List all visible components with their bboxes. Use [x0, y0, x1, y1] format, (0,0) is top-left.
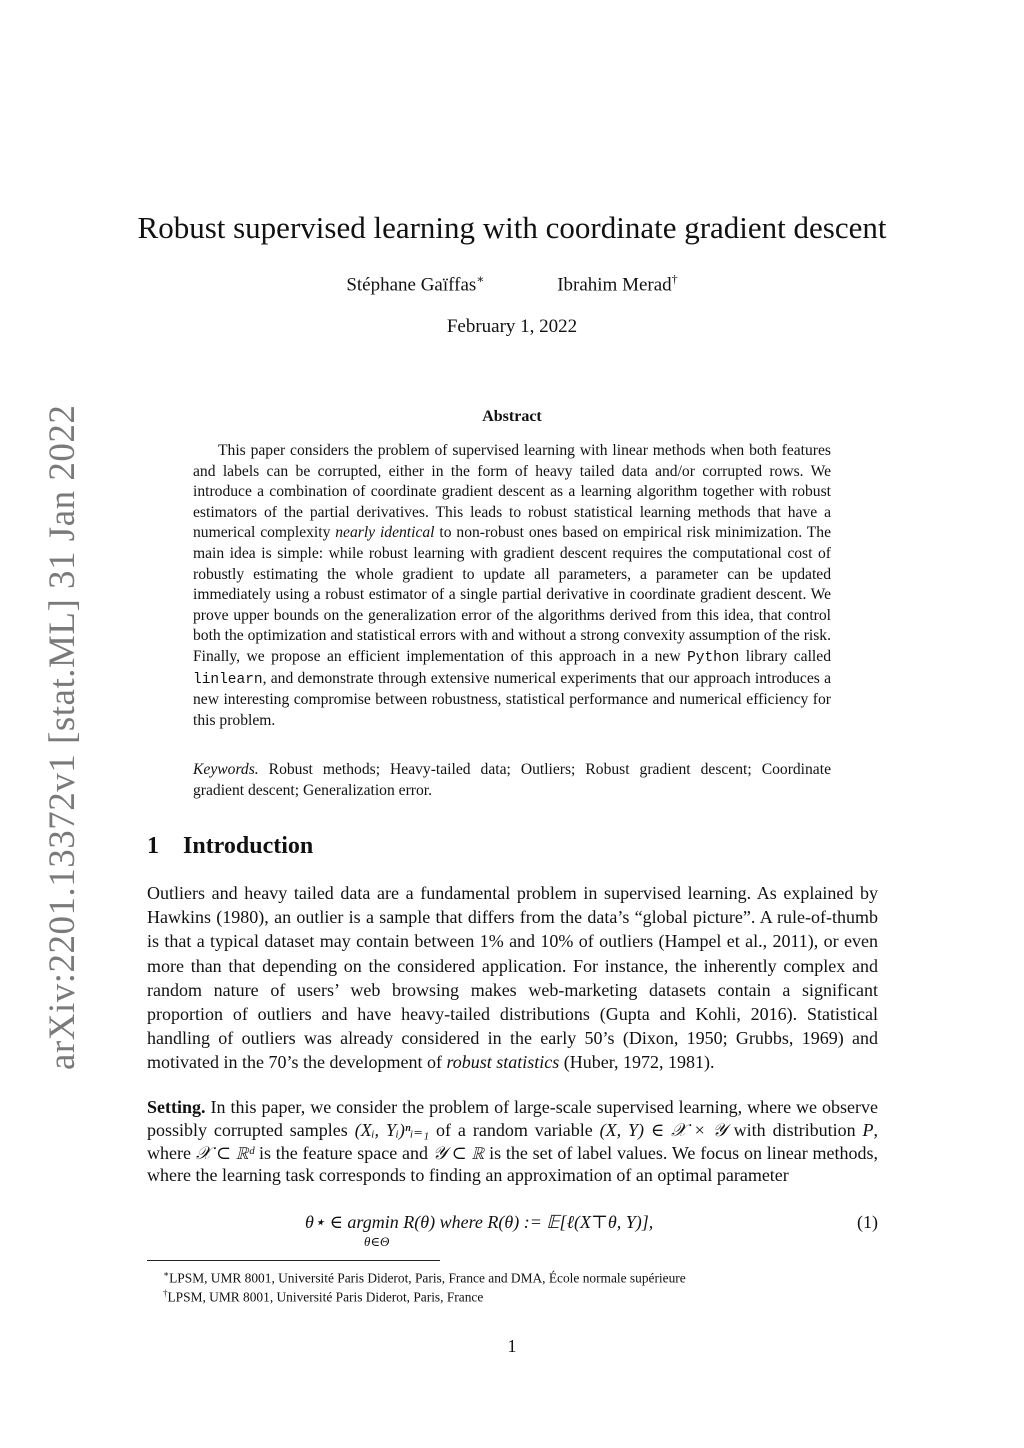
footnote-1 — [163, 1266, 686, 1286]
author-footnote-mark: ∗ — [476, 272, 485, 286]
author-name: Ibrahim Merad — [557, 274, 672, 296]
keywords — [193, 760, 831, 801]
setting-paragraph — [147, 1096, 878, 1187]
intro-emphasis: robust statistics — [446, 1052, 560, 1073]
section-number: 1 — [147, 833, 159, 859]
arxiv-side-identifier: arXiv:2201.13372v1 [stat.ML] 31 Jan 2022 — [42, 404, 83, 1070]
setting-text: is the feature space and — [254, 1142, 433, 1163]
math-random-variable: (X, Y) ∈ 𝒳 × 𝒴 — [599, 1119, 727, 1140]
footnote-2 — [163, 1285, 483, 1305]
abstract-text: to non-robust ones based on empirical risk minimization. The main idea is simple: while robust learning with gradient descent requires the computational cost of robustly estimating the whole gradient to update all parameters, a parameter can be updated immediately using a robust estimator of a single partial derivative in coordinate gradient descent. We prove upper bounds on the generalization error of the algorithms derived from this idea, that control both the optimization and statistical errors with and without a strong convexity assumption of the risk. Finally, we propose an efficient implementation of this approach in a new — [193, 524, 831, 665]
abstract-text: This paper considers the problem of supervised learning with linear methods when both features and labels can be corrupted, either in the form of heavy tailed data and/or corrupted rows. We introduce a combination of coordinate gradient descent as a learning algorithm together with robust estimators of the partial derivatives. This leads to robust statistical learning methods that have a numerical complexity — [193, 442, 831, 542]
author-2 — [557, 272, 677, 296]
author-list — [0, 272, 1024, 296]
code-linlearn: linlearn — [193, 671, 263, 688]
math-label-space: 𝒴 ⊂ ℝ — [432, 1142, 485, 1163]
math-distribution: P — [862, 1119, 874, 1140]
equation-number: (1) — [857, 1212, 878, 1232]
setting-text: is the set of label values. We focus on linear methods, where the learning task corresponds to finding an approximation of an optimal parameter — [147, 1142, 878, 1186]
abstract-body — [193, 441, 831, 731]
abstract-heading: Abstract — [482, 408, 542, 425]
code-python: Python — [687, 649, 740, 666]
math-samples: (Xᵢ, Yᵢ)ⁿᵢ₌₁ — [354, 1119, 430, 1140]
section-heading-introduction — [147, 833, 313, 860]
paper-title: Robust supervised learning with coordinate gradient descent — [137, 210, 887, 245]
author-name: Stéphane Gaïffas — [346, 274, 477, 296]
footnote-rule — [147, 1260, 440, 1261]
abstract-text: , and demonstrate through extensive numerical experiments that our approach introduces a new interesting compromise between robustness, statistical performance and numerical efficiency for this problem. — [193, 669, 831, 729]
footnote-mark: ∗ — [163, 1269, 170, 1279]
equation-1 — [147, 1208, 878, 1248]
math-feature-space: 𝒳 ⊂ ℝᵈ — [195, 1142, 255, 1163]
setting-text: In this paper, we consider the problem of large-scale supervised learning, where we observe possibly corrupted samples — [147, 1097, 878, 1140]
page-number: 1 — [507, 1336, 517, 1356]
publication-date: February 1, 2022 — [446, 316, 578, 337]
setting-text: , where — [147, 1119, 878, 1163]
keywords-label: Keywords. — [193, 761, 259, 778]
footnote-mark: † — [163, 1288, 168, 1298]
abstract-emphasis: nearly identical — [335, 524, 435, 542]
setting-text: with distribution — [726, 1119, 863, 1140]
author-footnote-mark: † — [671, 272, 678, 286]
intro-text: (Huber, 1972, 1981). — [559, 1052, 715, 1073]
introduction-paragraph — [147, 881, 878, 1075]
equation-subscript: θ∈Θ — [364, 1234, 390, 1249]
footnote-text: LPSM, UMR 8001, Université Paris Diderot, Paris, France — [167, 1289, 484, 1305]
footnote-text: LPSM, UMR 8001, Université Paris Diderot, Paris, France and DMA, École normale supérieure — [169, 1270, 686, 1286]
keywords-text: Robust methods; Heavy-tailed data; Outliers; Robust gradient descent; Coordinate gradient descent; Generalization error. — [193, 761, 831, 799]
setting-text: of a random variable — [429, 1119, 600, 1140]
section-title: Introduction — [183, 833, 314, 859]
equation-body: θ⋆ ∈ argmin R(θ) where R(θ) := 𝔼[ℓ(X⊤θ, Y)], — [305, 1212, 654, 1232]
intro-text: Outliers and heavy tailed data are a fundamental problem in supervised learning. As explained by Hawkins (1980), an outlier is a sample that differs from the data’s “global picture”. A rule-of-thumb is that a typical dataset may contain between 1% and 10% of outliers (Hampel et al., 2011), or even more than that depending on the considered application. For instance, the inherently complex and random nature of users’ web browsing makes web-marketing datasets contain a significant proportion of outliers and have heavy-tailed distributions (Gupta and Kohli, 2016). Statistical handling of outliers was already considered in the early 50’s (Dixon, 1950; Grubbs, 1969) and motivated in the 70’s the development of — [147, 883, 878, 1073]
setting-label: Setting. — [147, 1097, 206, 1117]
author-1 — [346, 272, 484, 296]
abstract-text: library called — [739, 647, 831, 665]
